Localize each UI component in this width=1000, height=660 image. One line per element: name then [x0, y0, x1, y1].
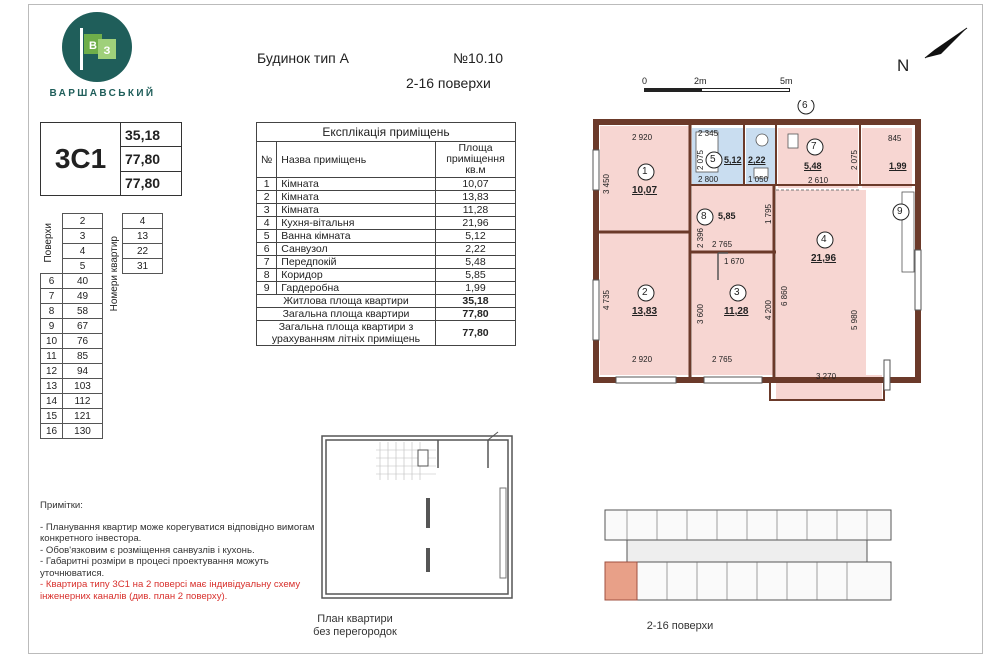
room-area: 13,83: [436, 191, 516, 204]
explication-row: [257, 204, 516, 217]
floor-row: [41, 364, 163, 379]
brand-name: ВАРШАВСЬКИЙ: [49, 88, 156, 99]
floor-number: 8: [41, 304, 63, 319]
scale-bar: [640, 76, 800, 96]
room-5-num: 5: [710, 154, 716, 165]
dim-hall: 2 610: [808, 176, 829, 185]
apartment-number: 67: [63, 319, 103, 334]
no-partitions-caption-1: План квартири: [317, 613, 393, 625]
room-area: 5,48: [436, 256, 516, 269]
floor-row: [41, 394, 163, 409]
floor-number: 15: [41, 409, 63, 424]
dim-room3-bottom: 2 765: [712, 355, 733, 364]
apartments-column-label: Номери квартир: [109, 235, 120, 312]
total-value: 77,80: [436, 321, 516, 346]
apartment-number: 40: [63, 274, 103, 289]
floor-number: 11: [41, 349, 63, 364]
room-num: 4: [257, 217, 277, 230]
dim-bath-bottom: 2 800: [698, 175, 719, 184]
room-1-num: 1: [642, 166, 648, 177]
room-area: 5,85: [436, 269, 516, 282]
room-2-num: 2: [642, 287, 648, 298]
note-item: - Планування квартир може корегуватися відповідно вимогам конкретного інвестора.: [40, 521, 315, 544]
room-num: 1: [257, 178, 277, 191]
apartment-number: 4: [123, 214, 163, 229]
room-name: Передпокій: [277, 256, 436, 269]
apartment-number: 94: [63, 364, 103, 379]
room-area: 2,22: [436, 243, 516, 256]
floor-number: 14: [41, 394, 63, 409]
room-3-area: 11,28: [724, 306, 749, 317]
explication-total-row: [257, 321, 516, 346]
room-8-area: 5,85: [718, 211, 736, 221]
floors-table: [40, 213, 163, 439]
note-item-red: - Квартира типу 3С1 на 2 поверсі має індивідуальну схему інженерних каналів (див. план 2 поверху).: [40, 579, 301, 602]
house-type: Будинок тип А: [257, 50, 349, 66]
dim-hall-height: 2 075: [850, 150, 859, 171]
dim-bath-height: 2 075: [696, 150, 705, 171]
room-4-area: 21,96: [811, 253, 837, 264]
apartment-number: 103: [63, 379, 103, 394]
dim-room3-top: 1 670: [724, 257, 745, 266]
room-1-area: 10,07: [632, 185, 658, 196]
total-label: Житлова площа квартири: [257, 295, 436, 308]
room-name: Санвузол: [277, 243, 436, 256]
dim-bath-top: 2 345: [698, 129, 719, 138]
scale-tick-0: 0: [642, 76, 648, 86]
room-num: 6: [257, 243, 277, 256]
floor-number: 6: [41, 274, 63, 289]
col-name-header: Назва приміщень: [277, 142, 436, 178]
dim-corridor: 2 765: [712, 240, 733, 249]
explication-row: [257, 256, 516, 269]
notes-title: Примітки:: [40, 500, 83, 511]
dim-room1-height: 3 450: [602, 174, 611, 195]
logo: [62, 12, 132, 82]
dim-kitchen-height-2: 5 980: [850, 310, 859, 331]
room-name: Кімната: [277, 178, 436, 191]
room-4-num: 4: [821, 234, 827, 245]
house-number: №10.10: [453, 50, 504, 66]
explication-total-row: [257, 295, 516, 308]
explication-title: Експлікація приміщень: [257, 123, 516, 142]
floor-row: [41, 289, 163, 304]
notes: [40, 500, 315, 602]
col-area-header: Площа приміщення кв.м: [436, 142, 516, 178]
room-9-num: 9: [897, 206, 903, 217]
dim-room3-height-2: 4 200: [764, 300, 773, 321]
floor-number: 2: [63, 214, 103, 229]
dim-corridor-height-2: 1 795: [764, 204, 773, 225]
apartment-number: 76: [63, 334, 103, 349]
room-area: 10,07: [436, 178, 516, 191]
logo-letter-1: В: [89, 40, 97, 52]
note-item: - Обов'язковим є розміщення санвузлів і кухонь.: [40, 544, 255, 556]
no-partitions-caption-2: без перегородок: [313, 626, 397, 638]
floor-number: 4: [63, 244, 103, 259]
compass: [895, 20, 975, 80]
total-value: 77,80: [436, 308, 516, 321]
room-name: Кімната: [277, 191, 436, 204]
room-area: 21,96: [436, 217, 516, 230]
scale-tick-2m: 2m: [694, 76, 707, 86]
room-num: 8: [257, 269, 277, 282]
north-label: N: [897, 56, 910, 75]
floors-range: 2-16 поверхи: [406, 75, 491, 91]
floor-row: [41, 304, 163, 319]
plan-without-partitions: [318, 428, 518, 608]
room-9-area: 1,99: [889, 161, 907, 171]
total-label: Загальна площа квартири: [257, 308, 436, 321]
floor-row: [41, 319, 163, 334]
scale-tick-5m: 5m: [780, 76, 793, 86]
dim-kitchen-height: 6 860: [780, 286, 789, 307]
apartment-floor-plan: [588, 100, 928, 410]
logo-flag-icon: [62, 12, 132, 82]
room-8-num: 8: [701, 211, 707, 222]
explication-row: [257, 230, 516, 243]
dim-room2-height: 4 735: [602, 290, 611, 311]
room-num: 9: [257, 282, 277, 295]
explication-row: [257, 217, 516, 230]
room-num: 2: [257, 191, 277, 204]
room-name: Кухня-вітальня: [277, 217, 436, 230]
dim-corridor-height: 2 396: [696, 228, 705, 249]
floor-number: 7: [41, 289, 63, 304]
apartment-number: 121: [63, 409, 103, 424]
room-num: 7: [257, 256, 277, 269]
total-area-summer: 77,80: [125, 175, 161, 192]
explication-total-row: [257, 308, 516, 321]
room-area: 5,12: [436, 230, 516, 243]
floor-number: 13: [41, 379, 63, 394]
apartment-number: 112: [63, 394, 103, 409]
room-7-num: 7: [811, 141, 817, 152]
apartment-number: 22: [123, 244, 163, 259]
dim-room3-height: 3 600: [696, 304, 705, 325]
room-6-num: 6: [802, 100, 808, 111]
room-num: 5: [257, 230, 277, 243]
apartment-number: 49: [63, 289, 103, 304]
room-6-area: 2,22: [748, 155, 766, 165]
explication-row: [257, 178, 516, 191]
room-name: Ванна кімната: [277, 230, 436, 243]
logo-letter-2: З: [103, 45, 111, 57]
apartment-number: 85: [63, 349, 103, 364]
floor-row: [41, 334, 163, 349]
floor-plan-caption: 2-16 поверхи: [646, 620, 714, 632]
room-2-area: 13,83: [632, 306, 658, 317]
note-item: - Габаритні розміри в процесі проектування можуть уточнюватися.: [40, 556, 269, 579]
room-3-num: 3: [734, 287, 740, 298]
apartment-code: 3С1: [41, 123, 121, 195]
floor-row: [41, 214, 163, 229]
floor-row: [41, 274, 163, 289]
apartment-type-box: [40, 122, 182, 196]
explication-row: [257, 269, 516, 282]
room-name: Коридор: [277, 269, 436, 282]
living-area: 35,18: [121, 123, 181, 147]
building-floor-plan: [597, 500, 897, 610]
room-name: Гардеробна: [277, 282, 436, 295]
floor-row: [41, 424, 163, 439]
explication-row: [257, 282, 516, 295]
floors-column-label: Поверхи: [42, 223, 54, 264]
apartment-number: 130: [63, 424, 103, 439]
apartment-number: 58: [63, 304, 103, 319]
apartment-number: 31: [123, 259, 163, 274]
room-7-area: 5,48: [804, 161, 822, 171]
floor-number: 10: [41, 334, 63, 349]
room-area: 1,99: [436, 282, 516, 295]
total-label: Загальна площа квартири з урахуванням літніх приміщень: [257, 321, 436, 346]
dim-wc-bottom: 1 050: [748, 175, 769, 184]
floor-number: 5: [63, 259, 103, 274]
highlighted-apartment: [605, 562, 637, 600]
dim-top-left: 2 920: [632, 133, 653, 142]
total-area: 77,80: [121, 147, 181, 171]
floor-row: [41, 409, 163, 424]
col-num-header: №: [257, 142, 277, 178]
floor-row: [41, 349, 163, 364]
total-value: 35,18: [436, 295, 516, 308]
floor-row: [41, 379, 163, 394]
room-name: Кімната: [277, 204, 436, 217]
floor-number: 12: [41, 364, 63, 379]
room-5-area: 5,12: [724, 155, 742, 165]
floor-number: 16: [41, 424, 63, 439]
dim-kitchen-bottom: 3 270: [816, 372, 837, 381]
floor-number: 9: [41, 319, 63, 334]
dim-room2-bottom: 2 920: [632, 355, 653, 364]
room-area: 11,28: [436, 204, 516, 217]
apartment-number: 13: [123, 229, 163, 244]
explication-row: [257, 191, 516, 204]
explication-row: [257, 243, 516, 256]
dim-wardrobe: 845: [888, 134, 902, 143]
room-num: 3: [257, 204, 277, 217]
floor-number: 3: [63, 229, 103, 244]
explication-table: [256, 122, 516, 346]
